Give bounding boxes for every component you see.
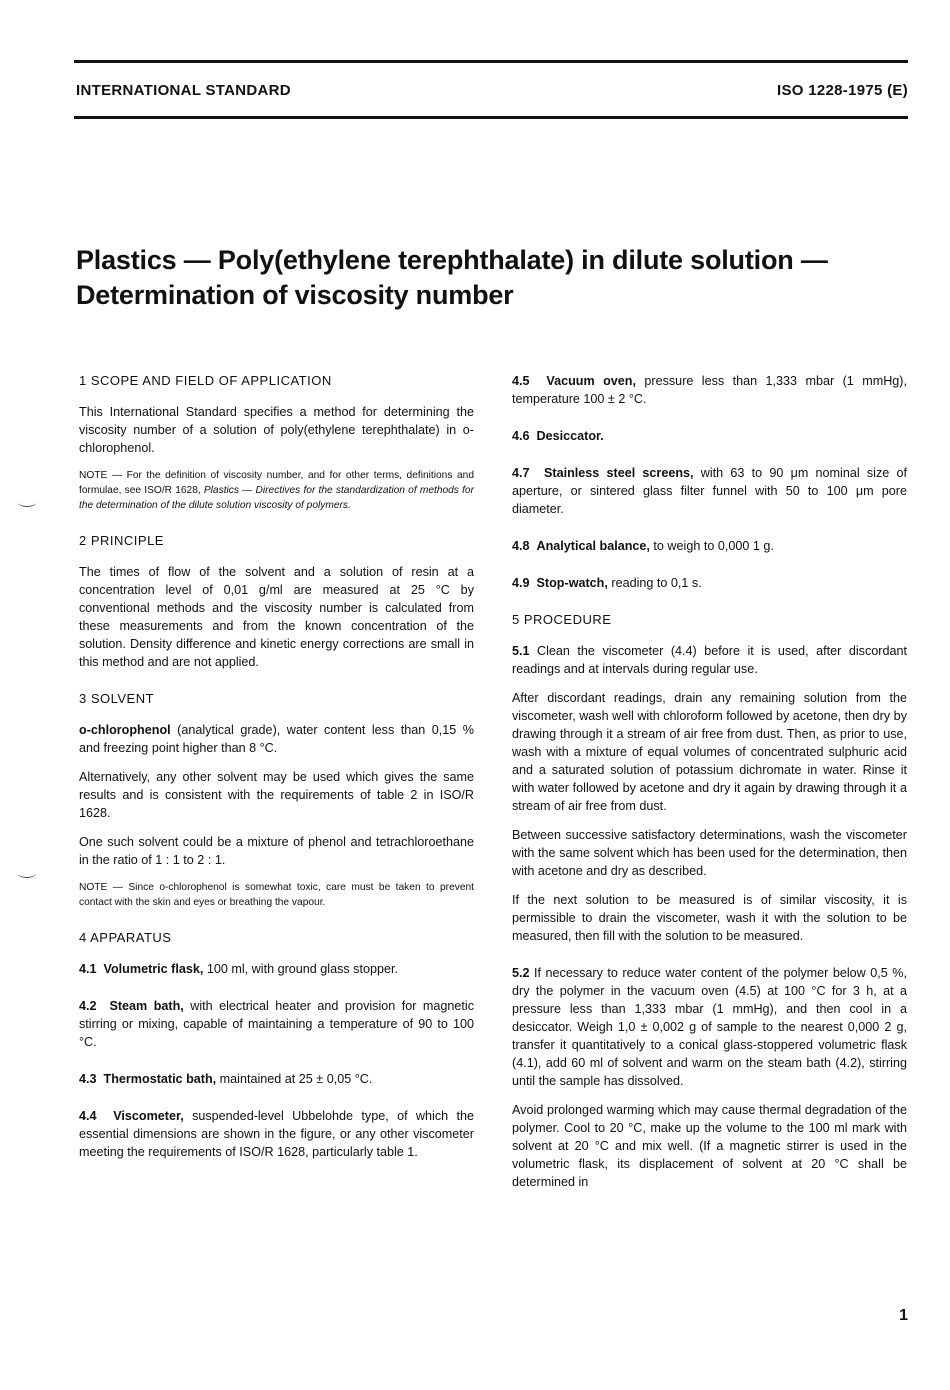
clause	[512, 642, 907, 678]
title-line-1: Plastics — Poly(ethylene terephthalate) in dilute solution —	[76, 245, 828, 275]
clause	[512, 372, 907, 408]
note-reference-title: Plastics — Directives for the standardization of methods for the determination of the dilute solution viscosity of polymers.	[79, 485, 474, 511]
paragraph: The times of flow of the solvent and a solution of resin at a concentration level of 0,01 g/ml are measured at 25 °C by conventional methods and the viscosity number is calculated from these measurements and from the known concentration of the solution. Density difference and kinetic energy corrections are small in this method and are not applied.	[79, 565, 474, 669]
clause-number: 4.8	[512, 539, 530, 553]
left-column	[79, 372, 474, 1172]
term: Stainless steel screens,	[543, 466, 694, 480]
note-text: NOTE — For the definition of viscosity number, and for other terms, definitions and formulae, see ISO/R 1628,	[79, 470, 474, 496]
clause	[79, 997, 474, 1051]
clause-text: 100 ml, with ground glass stopper.	[203, 962, 398, 976]
clause-number: 4.1	[79, 962, 97, 976]
paragraph: This International Standard specifies a method for determining the viscosity number of a solution of poly(ethylene terephthalate) in o-chlorophenol.	[79, 405, 474, 455]
clause-text: suspended-level Ubbelohde type, of which the essential dimensions are shown in the figure, or any other viscometer meeting the requirements of ISO/R 1628, particularly table 1.	[79, 1109, 474, 1159]
clause-text: reading to 0,1 s.	[607, 576, 702, 590]
clause-text: pressure less than 1,333 mbar (1 mmHg), temperature 100 ± 2 °C.	[512, 374, 907, 406]
term: o-chlorophenol	[79, 723, 171, 737]
clause-number: 4.9	[512, 576, 530, 590]
clause	[512, 464, 907, 518]
term: Steam bath,	[109, 999, 184, 1013]
header-standard-number: ISO 1228-1975 (E)	[776, 82, 908, 99]
term: Vacuum oven,	[546, 374, 636, 388]
clause-text: with 63 to 90 μm nominal size of aperture, or sintered glass filter funnel with 50 to 100 μm pore diameter.	[512, 466, 908, 516]
clause	[512, 964, 907, 1090]
margin-mark	[18, 869, 36, 878]
clause-number: 4.2	[79, 999, 97, 1013]
term: Stop-watch,	[536, 576, 608, 590]
clause-number: 4.5	[512, 374, 530, 388]
paragraph: One such solvent could be a mixture of phenol and tetrachloroethane in the ratio of 1 : 1 to 2 : 1.	[79, 835, 474, 867]
clause-text: with electrical heater and provision for magnetic stirring or mixing, capable of maintaining a temperature of 90 to 100 °C.	[79, 999, 474, 1049]
note	[79, 468, 474, 513]
document-title	[76, 243, 910, 313]
clause-text: Clean the viscometer (4.4) before it is used, after discordant readings and at intervals during regular use.	[512, 644, 907, 676]
term: Desiccator.	[536, 429, 604, 443]
header-rule	[74, 116, 908, 119]
clause-number: 4.7	[512, 466, 530, 480]
clause	[79, 1070, 474, 1088]
section-heading: 4 APPARATUS	[79, 930, 172, 945]
clause-text: If necessary to reduce water content of the polymer below 0,5 %, dry the polymer in the vacuum oven (4.5) at 100 °C for 3 h, at a pressure less than 1,333 mbar (1 mmHg), and then cool in a desiccator. Weigh 1,0 ± 0,002 g of sample to the nearest 0,000 2 g, transfer it quantitatively to a conical glass-stoppered volumetric flask (4.1), add 60 ml of solvent and warm on the steam bath (4.2), stirring until the sample has dissolved.	[512, 966, 907, 1088]
paragraph-text: (analytical grade), water content less than 0,15 % and freezing point higher than 8 °C.	[79, 723, 474, 755]
clause-number: 5.2	[512, 966, 530, 980]
term: Volumetric flask,	[103, 962, 204, 976]
title-line-2: Determination of viscosity number	[76, 280, 514, 310]
clause-text: to weigh to 0,000 1 g.	[649, 539, 774, 553]
term: Analytical balance,	[536, 539, 650, 553]
clause-number: 4.3	[79, 1072, 97, 1086]
paragraph: Alternatively, any other solvent may be used which gives the same results and is consistent with the requirements of table 2 in ISO/R 1628.	[79, 770, 474, 820]
term: Thermostatic bath,	[103, 1072, 217, 1086]
right-column	[512, 372, 907, 1202]
section-heading: 3 SOLVENT	[79, 691, 155, 706]
note: NOTE — Since o-chlorophenol is somewhat toxic, care must be taken to prevent contact with the skin and eyes or breathing the vapour.	[79, 882, 474, 908]
clause	[512, 427, 907, 445]
clause	[79, 1107, 474, 1161]
page-number: 1	[899, 1307, 908, 1324]
section-heading: 1 SCOPE AND FIELD OF APPLICATION	[79, 373, 332, 388]
paragraph: Between successive satisfactory determinations, wash the viscometer with the same solvent which has been used for the determination, then with acetone and dry as described.	[512, 828, 907, 878]
clause-text: maintained at 25 ± 0,05 °C.	[216, 1072, 373, 1086]
clause-number: 5.1	[512, 644, 530, 658]
clause	[512, 537, 907, 555]
margin-mark	[18, 498, 36, 507]
paragraph	[79, 721, 474, 757]
paragraph: If the next solution to be measured is of similar viscosity, it is permissible to drain the viscometer, wash it with the solution to be measured, then fill with the solution to be measured.	[512, 893, 907, 943]
top-rule	[74, 60, 908, 63]
clause-number: 4.6	[512, 429, 530, 443]
clause-number: 4.4	[79, 1109, 97, 1123]
section-heading: 2 PRINCIPLE	[79, 533, 164, 548]
header-standard-type: INTERNATIONAL STANDARD	[76, 82, 291, 99]
paragraph: After discordant readings, drain any remaining solution from the viscometer, wash well with chloroform followed by acetone, then dry by drawing through it a stream of air free from dust. Then, as prior to use, wash with a mixture of equal volumes of concentrated sulphuric acid and a saturated solution of potassium dichromate in water. Rinse it with water followed by acetone and dry it again by drawing through it a stream of air free from dust.	[512, 691, 907, 813]
term: Viscometer,	[113, 1109, 184, 1123]
clause	[79, 960, 474, 978]
paragraph: Avoid prolonged warming which may cause thermal degradation of the polymer. Cool to 20 °C, make up the volume to the 100 ml mark with solvent at 20 °C and mix well. (If a magnetic stirrer is used in the volumetric flask, its displacement of solvent at 20 °C shall be determined in	[512, 1103, 907, 1189]
section-heading: 5 PROCEDURE	[512, 612, 612, 627]
clause	[512, 574, 907, 592]
